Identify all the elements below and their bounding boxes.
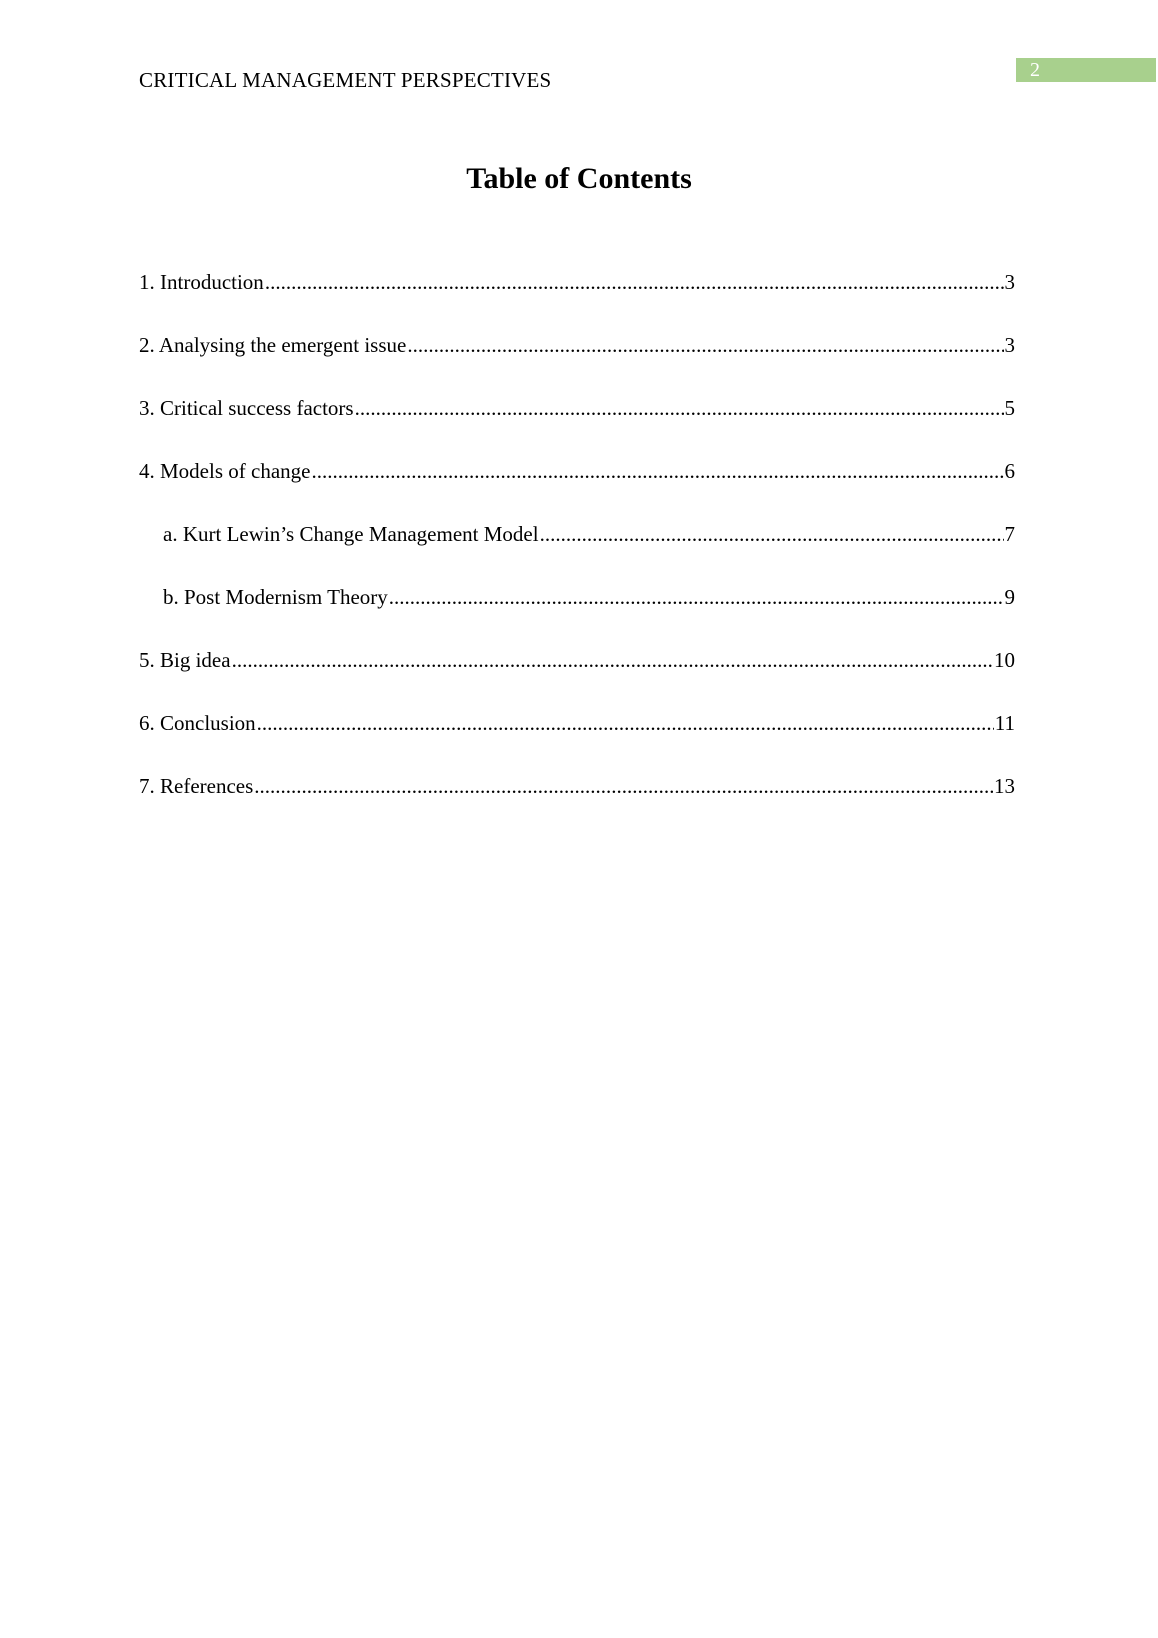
toc-entry-big-idea[interactable] <box>139 648 1015 711</box>
running-header-title: CRITICAL MANAGEMENT PERSPECTIVES <box>139 68 552 92</box>
toc-entry-page: 3 <box>1004 270 1015 294</box>
toc-entry-label: 4. Models of change <box>139 459 311 483</box>
toc-entry-post-modernism-theory[interactable] <box>139 585 1015 648</box>
toc-entry-critical-success-factors[interactable] <box>139 396 1015 459</box>
toc-dot-leader <box>407 333 1003 358</box>
toc-entry-page: 3 <box>1004 333 1015 357</box>
toc-dot-leader <box>389 585 1004 610</box>
toc-dot-leader <box>355 396 1004 421</box>
toc-entry-conclusion[interactable] <box>139 711 1015 774</box>
toc-entry-label: 1. Introduction <box>139 270 264 294</box>
toc-entry-label: a. Kurt Lewin’s Change Management Model <box>163 522 539 546</box>
toc-dot-leader <box>265 270 1004 295</box>
toc-entry-models-of-change[interactable] <box>139 459 1015 522</box>
toc-entry-label: b. Post Modernism Theory <box>163 585 388 609</box>
toc-dot-leader <box>254 774 993 799</box>
toc-entry-page: 9 <box>1004 585 1015 609</box>
toc-entry-introduction[interactable] <box>139 270 1015 333</box>
toc-entry-page: 7 <box>1004 522 1015 546</box>
toc-entry-label: 3. Critical success factors <box>139 396 354 420</box>
toc-entry-page: 5 <box>1004 396 1015 420</box>
toc-entry-label: 5. Big idea <box>139 648 231 672</box>
toc-heading: Table of Contents <box>466 162 692 195</box>
toc-entry-page: 10 <box>994 648 1015 672</box>
toc-entry-label: 6. Conclusion <box>139 711 256 735</box>
toc-entry-references[interactable] <box>139 774 1015 837</box>
toc-dot-leader <box>540 522 1004 547</box>
toc-list <box>139 270 1015 837</box>
toc-entry-label: 2. Analysing the emergent issue <box>139 333 407 357</box>
toc-dot-leader <box>232 648 993 673</box>
toc-entry-page: 13 <box>994 774 1015 798</box>
page-number-badge: 2 <box>1016 58 1156 82</box>
toc-dot-leader <box>311 459 1003 484</box>
toc-entry-kurt-lewin-model[interactable] <box>139 522 1015 585</box>
toc-entry-page: 6 <box>1004 459 1015 483</box>
toc-entry-page: 11 <box>994 711 1015 735</box>
toc-dot-leader <box>257 711 994 736</box>
toc-entry-analysing-emergent-issue[interactable] <box>139 333 1015 396</box>
toc-entry-label: 7. References <box>139 774 254 798</box>
